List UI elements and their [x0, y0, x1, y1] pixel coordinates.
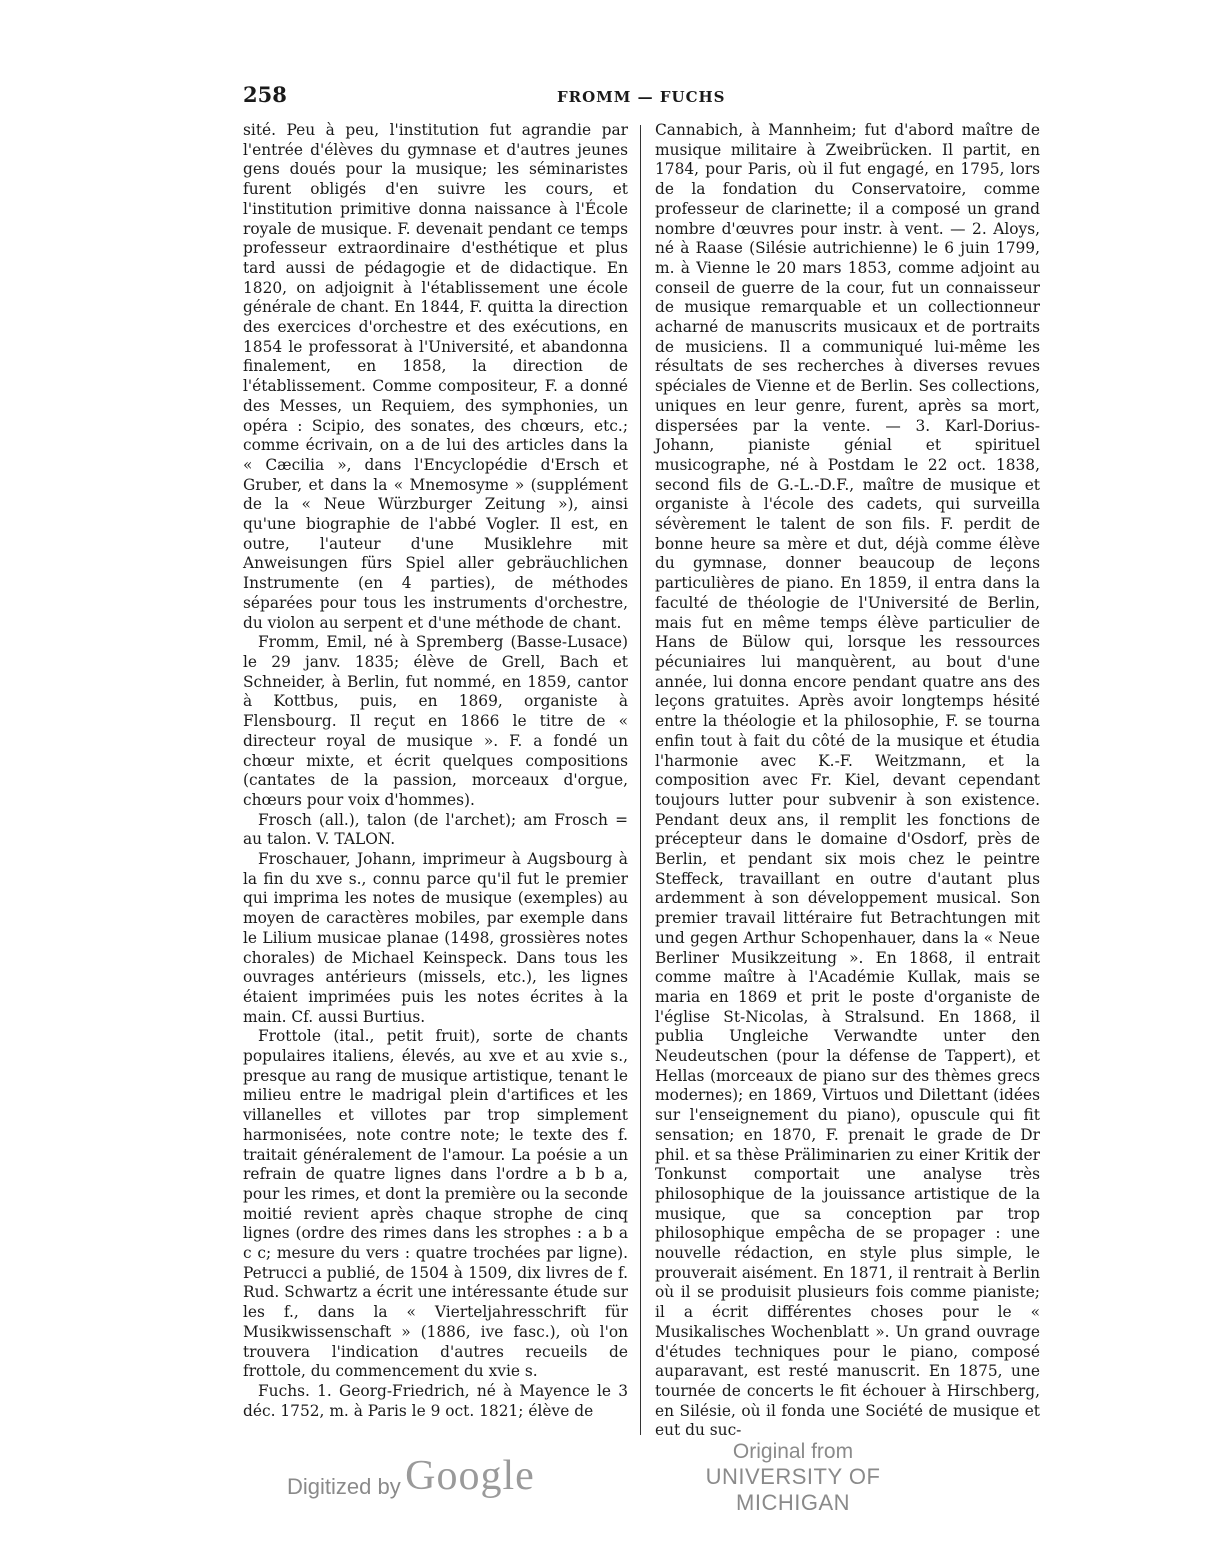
running-head: FROMM — FUCHS: [557, 88, 726, 106]
original-from-text: Original from: [732, 1440, 854, 1463]
right-column: [655, 121, 1040, 1441]
entry-fuchs: Fuchs. 1. Georg-Friedrich, né à Mayence le 3 déc. 1752, m. à Paris le 9 oct. 1821; élève de: [243, 1382, 628, 1420]
page-header: [243, 82, 1043, 114]
paragraph-continuation: sité. Peu à peu, l'institution fut agrandie par l'entrée d'élèves du gymnase et d'autres jeunes gens doués pour la musique; les séminaristes furent obligés d'en suivre les cours, et l'institution primitive donna naissance à l'École royale de musique. F. devenait pendant ce temps professeur extraordinaire d'esthétique et plus tard aussi de pédagogie et de didactique. En 1820, on adjoignit à l'établissement une école générale de chant. En 1844, F. quitta la direction des exercices d'orchestre et des exécutions, en 1854 le professorat à l'Université, et abandonna finalement, en 1858, la direction de l'établissement. Comme compositeur, F. a donné des Messes, un Requiem, des symphonies, un opéra : Scipio, des sonates, des chœurs, etc.; comme écrivain, on a de lui des articles dans la « Cæcilia », dans l'Encyclopédie d'Ersch et Gruber, et dans la « Mnemosyme » (supplément de la « Neue Würzburger Zeitung »), ainsi qu'une biographie de l'abbé Vogler. Il est, en outre, l'auteur d'une Musiklehre mit Anweisungen fürs Spiel aller gebräuchlichen Instrumente (en 4 parties), de méthodes séparées pour tous les instruments d'orchestre, du violon au serpent et d'une méthode de chant.: [243, 121, 628, 632]
scan-footer: [0, 1440, 1207, 1515]
entry-fuchs-continued: Cannabich, à Mannheim; fut d'abord maître de musique militaire à Zweibrücken. Il partit, en 1784, pour Paris, où il fut engagé, en 1795, lors de la fondation du Conservatoire, comme professeur de clarinette; il a composé un grand nombre d'œuvres pour instr. à vent. — 2. Aloys, né à Raase (Silésie autrichienne) le 6 juin 1799, m. à Vienne le 20 mars 1853, comme adjoint au conseil de guerre de la cour, fut un connaisseur de musique remarquable et un collectionneur acharné de manuscrits musicaux et de portraits de musiciens. Il a communiqué lui-même les résultats de ses recherches à diverses revues spéciales de Vienne et de Berlin. Ses collections, uniques en leur genre, furent, après sa mort, dispersées par la vente. — 3. Karl-Dorius-Johann, pianiste génial et spirituel musicographe, né à Postdam le 22 oct. 1838, second fils de G.-L.-D.F., maître de musique et organiste à l'école des cadets, qui surveilla sévèrement le talent de son fils. F. perdit de bonne heure sa mère et dut, déjà comme élève du gymnase, donner beaucoup de leçons particulières de piano. En 1859, il entra dans la faculté de théologie de l'Université de Berlin, mais fut en même temps élève particulier de Hans de Bülow qui, lorsque les ressources pécuniaires lui manquèrent, au bout d'une année, lui donna encore pendant quatre ans des leçons gratuites. Après avoir longtemps hésité entre la théologie et la philosophie, F. se tourna enfin tout à fait du côté de la musique et étudia l'harmonie avec K.-F. Weitzmann, et la composition avec Fr. Kiel, devant cependant toujours lutter pour subvenir à son existence. Pendant deux ans, il remplit les fonctions de précepteur dans le domaine d'Osdorf, près de Berlin, et pendant six mois chez le peintre Steffeck, travaillant en outre d'autant plus ardemment à son développement musical. Son premier travail littéraire fut Betrachtungen mit und gegen Arthur Schopenhauer, dans la « Neue Berliner Musikzeitung ». En 1868, il entrait comme maître à l'Académie Kullak, mais se maria en 1869 et prit le poste d'organiste de l'église St-Nicolas, à Stralsund. En 1868, il publia Ungleiche Verwandte unter den Neudeutschen (pour la défense de Tappert), et Hellas (morceaux de piano sur des thèmes grecs modernes); en 1869, Virtuos und Dilettant (idées sur l'enseignement du piano), opuscule qui fit sensation; en 1870, F. prenait le grade de Dr phil. et sa thèse Präliminarien zu einer Kritik der Tonkunst comportait une analyse très philosophique de la jouissance artistique de la musique, que sa conception par trop philosophique empêcha de se propager : une nouvelle rédaction, en style plus simple, le prouverait aisément. En 1871, il rentrait à Berlin où il se produisit plusieurs fois comme pianiste; il a écrit différentes choses pour le « Musikalisches Wochenblatt ». Un grand ouvrage d'études techniques pour le piano, composé auparavant, est resté manuscrit. En 1875, une tournée de concerts le fit échouer à Hirschberg, en Silésie, où il fonda une Société de musique et eut du suc-: [655, 121, 1040, 1440]
left-column: [243, 121, 628, 1421]
entry-froschauer: Froschauer, Johann, imprimeur à Augsbourg à la fin du xve s., connu parce qu'il fut le premier qui imprima les notes de musique (exemples) au moyen de caractères mobiles, par exemple dans le Lilium musicae planae (1498, grossières notes chorales) de Michael Keinspeck. Dans tous les ouvrages antérieurs (missels, etc.), les lignes étaient imprimées puis les notes écrites à la main. Cf. aussi Burtius.: [243, 850, 628, 1026]
column-divider: [640, 125, 641, 1435]
entry-fromm: Fromm, Emil, né à Spremberg (Basse-Lusace) le 29 janv. 1835; élève de Grell, Bach et Schneider, à Berlin, fut nommé, en 1859, cantor à Kottbus, puis, en 1869, organiste à Flensbourg. Il reçut en 1866 le titre de « directeur royal de musique ». F. a fondé un chœur mixte, et écrit quelques compositions (cantates de la passion, morceaux d'orgue, chœurs pour voix d'hommes).: [243, 633, 628, 809]
university-name: UNIVERSITY OF MICHIGAN: [705, 1464, 881, 1515]
page-number: 258: [243, 82, 287, 107]
digitized-by-watermark: [287, 1452, 535, 1500]
digitized-by-text: Digitized by: [287, 1474, 401, 1499]
entry-frosch: Frosch (all.), talon (de l'archet); am Frosch = au talon. V. TALON.: [243, 810, 628, 849]
original-from-watermark: [668, 1440, 918, 1516]
google-logo: Google: [405, 1453, 535, 1499]
entry-frottole: Frottole (ital., petit fruit), sorte de chants populaires italiens, élevés, au xve et au xvie s., presque au rang de musique artistique, tenant le milieu entre le madrigal plein d'artifices et les villanelles et villotes par trop simplement harmonisées, note contre note; le texte des f. traitait généralement de l'amour. La poésie a un refrain de quatre lignes dans l'ordre a b b a, pour les rimes, et dont la première ou la seconde moitié revient après chaque strophe de cinq lignes (ordre des rimes dans les strophes : a b a c c; mesure du vers : quatre trochées par ligne). Petrucci a publié, de 1504 à 1509, dix livres de f. Rud. Schwartz a écrit une intéressante étude sur les f., dans la « Vierteljahresschrift für Musikwissenschaft » (1886, ive fasc.), où l'on trouvera l'indication d'autres recueils de frottole, du commencement du xvie s.: [243, 1027, 628, 1381]
